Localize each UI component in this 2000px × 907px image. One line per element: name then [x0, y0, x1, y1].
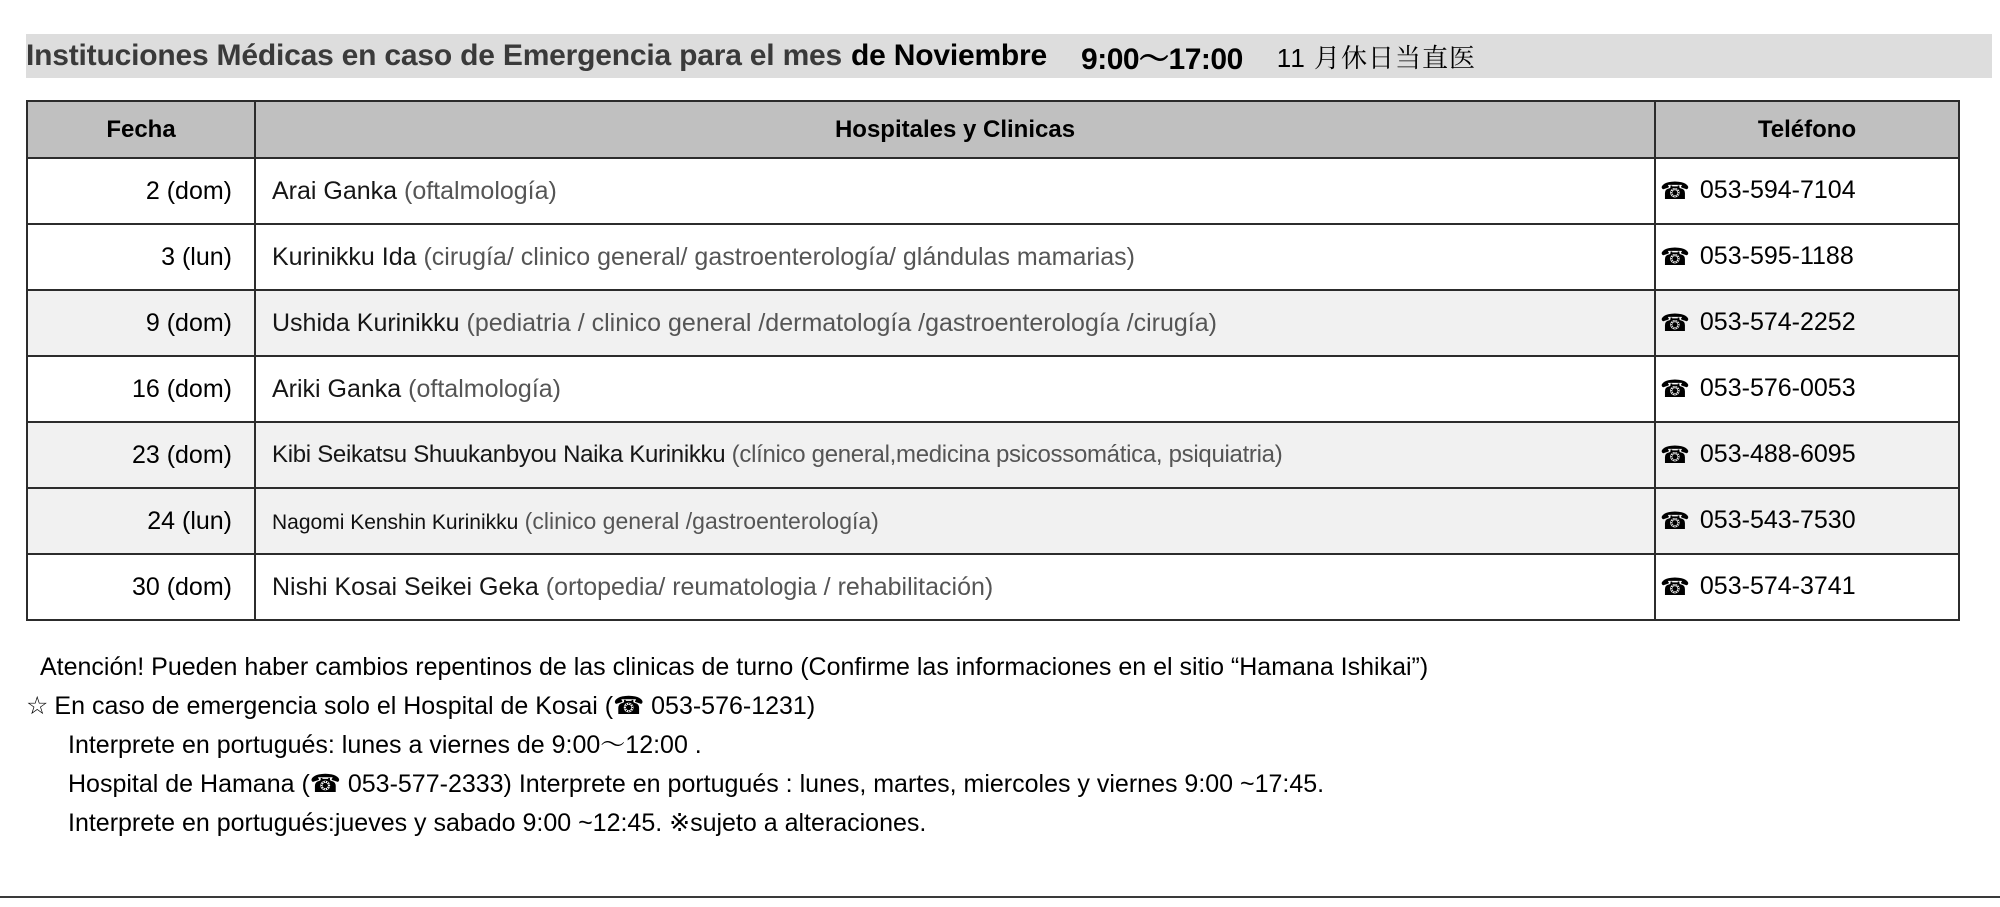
telephone-number: 053-595-1188: [1699, 242, 1854, 270]
cell-telephone: [1655, 356, 1959, 422]
telephone-icon: ☎: [1660, 178, 1690, 205]
cell-hospital: [255, 224, 1655, 290]
hospital-specialties: (oftalmología): [397, 176, 557, 205]
table-row: [27, 290, 1959, 356]
telephone-number: 053-574-2252: [1699, 308, 1856, 336]
note-interpreter-weekday: Interprete en portugués: lunes a viernes de 9:00〜12:00 .: [68, 731, 702, 759]
telephone-number: 053-543-7530: [1699, 506, 1856, 534]
cell-hospital: [255, 422, 1655, 488]
note-attention: Atención! Pueden haber cambios repentinos de las clinicas de turno (Confirme las informaciones en el sitio “Hamana Ishikai”): [40, 653, 1429, 681]
table-row: [27, 554, 1959, 620]
cell-date: 24 (lun): [27, 488, 255, 554]
cell-date: 30 (dom): [27, 554, 255, 620]
page-title-month: de Noviembre: [851, 39, 1048, 72]
table-header-row: [27, 101, 1959, 158]
telephone-icon: ☎: [1660, 244, 1690, 271]
table-row: [27, 158, 1959, 224]
telephone-icon: ☎: [1660, 508, 1690, 535]
cell-telephone: [1655, 554, 1959, 620]
cell-telephone: [1655, 224, 1959, 290]
cell-telephone: [1655, 290, 1959, 356]
note-hamana-hospital: Hospital de Hamana (☎ 053-577-2333) Interprete en portugués : lunes, martes, miercoles y viernes 9:00 ~17:45.: [68, 770, 1325, 798]
cell-date: 23 (dom): [27, 422, 255, 488]
cell-hospital: [255, 290, 1655, 356]
cell-date: 2 (dom): [27, 158, 255, 224]
hospital-name: Nishi Kosai Seikei Geka: [272, 572, 539, 601]
telephone-icon: ☎: [1660, 376, 1690, 403]
cell-date: 3 (lun): [27, 224, 255, 290]
hospital-specialties: (clínico general,medicina psicossomática, psiquiatria): [725, 441, 1283, 468]
telephone-icon: ☎: [1660, 442, 1690, 469]
table-row: [27, 356, 1959, 422]
cell-hospital: [255, 158, 1655, 224]
hospital-specialties: (oftalmología): [401, 374, 562, 403]
page-title-japanese: 11 月休日当直医: [1276, 42, 1477, 73]
table-row: [27, 422, 1959, 488]
column-header-hospitals: Hospitales y Clinicas: [255, 101, 1655, 158]
cell-telephone: [1655, 158, 1959, 224]
page-title-main: Instituciones Médicas en caso de Emergencia para el mes: [26, 39, 843, 72]
page-title-hours: 9:00〜17:00: [1081, 43, 1243, 76]
telephone-number: 053-574-3741: [1699, 572, 1856, 600]
cell-hospital: [255, 488, 1655, 554]
hospital-specialties: (ortopedia/ reumatologia / rehabilitación): [538, 572, 994, 601]
cell-date: 9 (dom): [27, 290, 255, 356]
note-emergency: [26, 687, 1986, 726]
hospital-specialties: (clinico general /gastroenterología): [518, 507, 879, 534]
cell-date: 16 (dom): [27, 356, 255, 422]
hospital-specialties: (cirugía/ clinico general/ gastroenterología/ glándulas mamarias): [416, 242, 1135, 271]
column-header-date: Fecha: [27, 101, 255, 158]
telephone-icon: ☎: [1660, 574, 1690, 601]
cell-hospital: [255, 356, 1655, 422]
cell-telephone: [1655, 422, 1959, 488]
note-emergency-text: En caso de emergencia solo el Hospital de Kosai (☎ 053-576-1231): [54, 692, 816, 720]
bottom-divider: [0, 896, 2000, 898]
table-header: [27, 101, 1959, 158]
hospital-name: Arai Ganka: [272, 176, 398, 205]
duty-schedule-table: [26, 100, 1960, 621]
telephone-icon: ☎: [1660, 310, 1690, 337]
hospital-name: Kibi Seikatsu Shuukanbyou Naika Kurinikku: [272, 441, 726, 468]
hospital-name: Nagomi Kenshin Kurinikku: [272, 510, 519, 534]
column-header-telephone: Teléfono: [1655, 101, 1959, 158]
cell-telephone: [1655, 488, 1959, 554]
table-body: [27, 158, 1959, 620]
hospital-name: Kurinikku Ida: [272, 242, 417, 271]
star-icon: ☆: [26, 692, 49, 720]
cell-hospital: [255, 554, 1655, 620]
hospital-specialties: (pediatria / clinico general /dermatología /gastroenterología /cirugía): [459, 308, 1217, 337]
telephone-number: 053-594-7104: [1699, 176, 1856, 204]
table-row: [27, 224, 1959, 290]
table-row: [27, 488, 1959, 554]
hospital-name: Ushida Kurinikku: [272, 308, 460, 337]
telephone-number: 053-576-0053: [1699, 374, 1856, 402]
telephone-number: 053-488-6095: [1699, 440, 1856, 468]
hospital-name: Ariki Ganka: [272, 374, 402, 403]
page-title-bar: [26, 34, 1992, 78]
note-interpreter-weekend: Interprete en portugués:jueves y sabado 9:00 ~12:45. ※sujeto a alteraciones.: [68, 809, 927, 837]
footer-notes: [26, 648, 1986, 843]
